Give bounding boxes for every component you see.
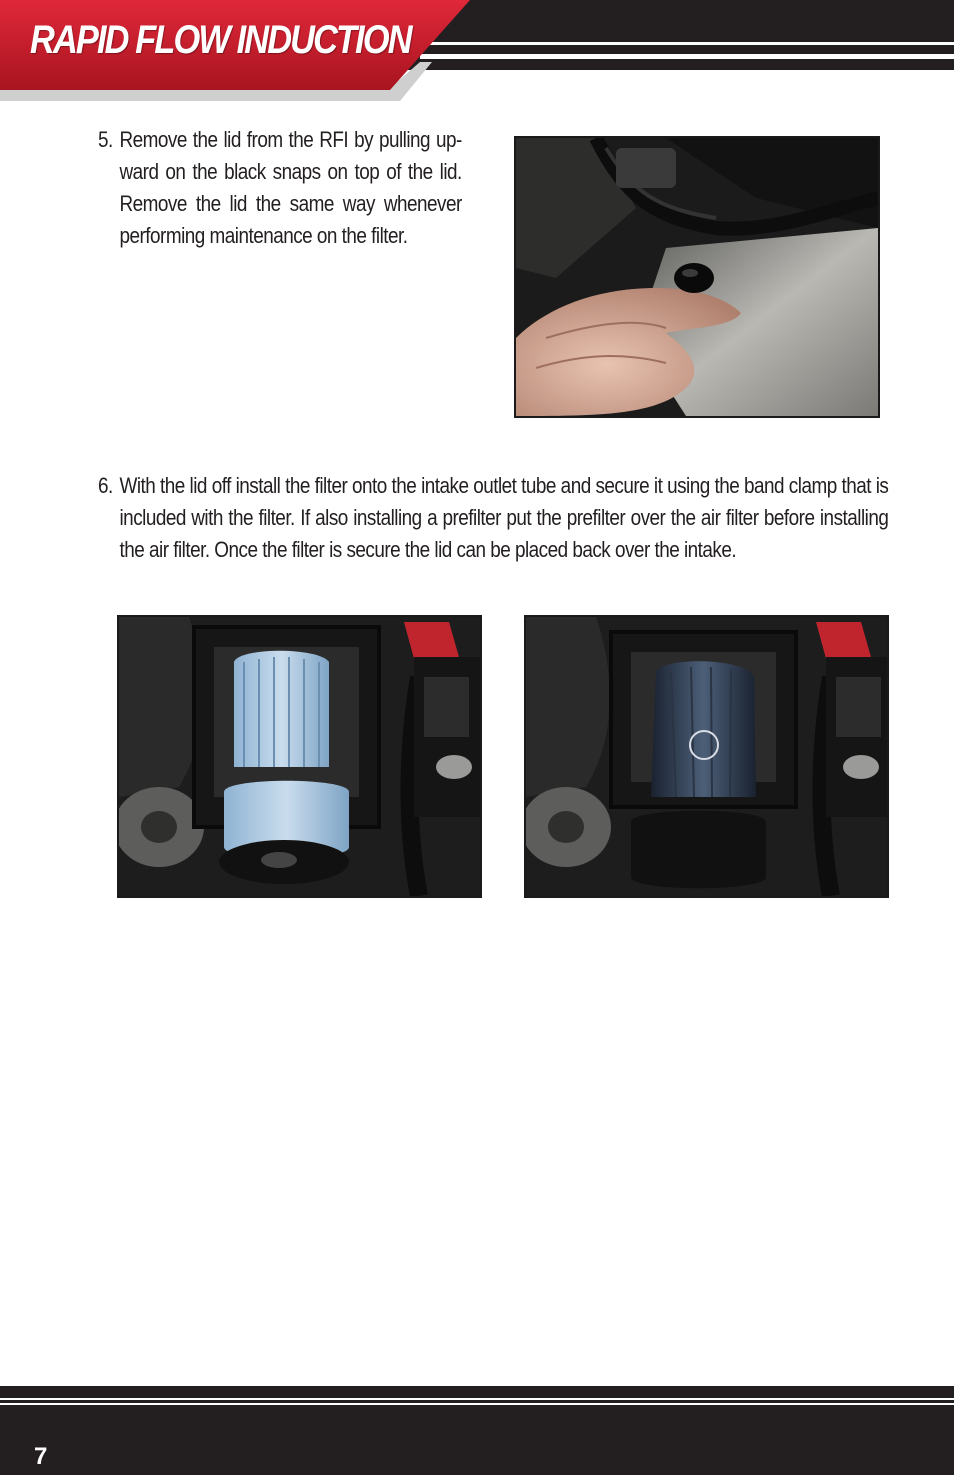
- hand-holding-black-snap-photo: [516, 138, 878, 416]
- step-number: 5.: [98, 127, 113, 152]
- step-number: 6.: [98, 473, 113, 498]
- black-prefilter-over-air-filter-photo: [526, 617, 887, 896]
- footer-rule: [0, 1386, 954, 1398]
- page-footer: [0, 1386, 954, 1475]
- step-text: With the lid off install the filter onto the intake outlet tube and secure it using the band clamp that is included with the filter. If also installing a prefilter put the prefilter over the air filter before installing the air filter. Once the filter is secure the lid can be placed back over the intake.: [119, 473, 889, 562]
- footer-bar: [0, 1405, 954, 1475]
- page-number: 7: [34, 1443, 48, 1470]
- blue-air-filter-in-engine-bay-photo: [119, 617, 480, 896]
- page-header: [0, 0, 954, 104]
- page-title: RAPID FLOW INDUCTION: [30, 18, 411, 62]
- footer-rule-thin: [0, 1400, 954, 1403]
- lid-removal-photo: [514, 136, 880, 418]
- filter-installed-photo: [117, 615, 482, 898]
- step-text: Remove the lid from the RFI by pulling up-ward on the black snaps on top of the lid. Remove the lid the same way whenever performing maintenance on the filter.: [119, 127, 462, 248]
- prefilter-installed-photo: [524, 615, 889, 898]
